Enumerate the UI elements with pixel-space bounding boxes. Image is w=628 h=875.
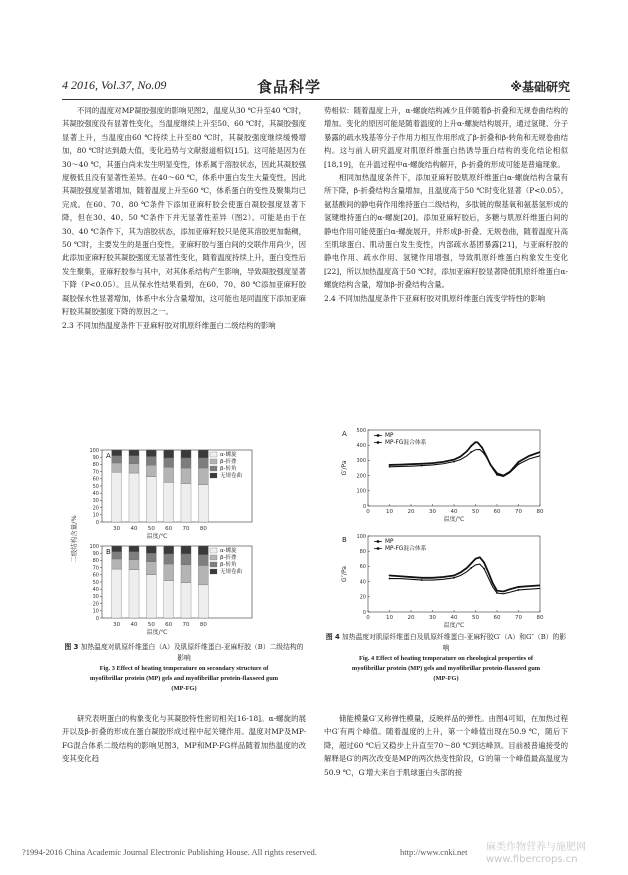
y-tick-label: 90 [92, 455, 99, 461]
data-point [453, 575, 455, 577]
x-tick-label: 40 [130, 526, 138, 532]
panel-label: B [342, 536, 347, 544]
bar-segment [112, 463, 122, 472]
y-tick-label: 0 [362, 609, 366, 616]
left-column-bottom [62, 712, 306, 766]
bar-segment [198, 546, 208, 555]
y-tick-label: 200 [356, 473, 366, 480]
x-tick-label: 60 [165, 526, 173, 532]
y-tick-label: 40 [92, 491, 99, 497]
right-column [324, 104, 568, 305]
journal-logo: 食品科学 [257, 78, 322, 96]
x-tick-label: 70 [182, 622, 190, 628]
issue-info: 4 2016, Vol.37, No.09 [62, 78, 167, 92]
legend-swatch [210, 569, 217, 574]
y-tick-label: 10 [92, 608, 99, 615]
bar-segment [112, 559, 122, 569]
panel-label: A [106, 452, 111, 460]
section-heading-2-4: 2.4 不同加热温度条件下亚麻籽胶对肌原纤维蛋白流变学特性的影响 [324, 293, 546, 303]
bar-segment [164, 450, 174, 458]
fig3-ylabel: 二级结构含量/% [70, 515, 78, 563]
y-tick-label: 0 [362, 503, 366, 510]
bar-segment [164, 546, 174, 554]
bar-segment [112, 552, 122, 559]
y-tick-label: 100 [356, 533, 366, 540]
y-tick-label: 90 [92, 551, 99, 557]
legend-label: MP [385, 539, 394, 545]
y-tick-label: 50 [92, 579, 99, 586]
bar-segment [112, 450, 122, 456]
section-label: ※基础研究 [510, 80, 570, 94]
panel-label: B [106, 548, 111, 556]
y-tick-label: 70 [92, 469, 99, 476]
bar-segment [146, 456, 156, 465]
bar-segment [146, 450, 156, 456]
page-header [62, 76, 570, 98]
bar-segment [181, 450, 191, 458]
bar-segment [181, 583, 191, 618]
bar-segment [146, 465, 156, 477]
legend-label: MP [385, 433, 394, 439]
data-point [518, 586, 520, 588]
fig4-label: 图 4 [325, 633, 340, 641]
bar-segment [164, 564, 174, 581]
legend-swatch [210, 452, 217, 457]
x-tick-label: 30 [429, 509, 436, 515]
x-tick-label: 50 [147, 526, 155, 532]
paragraph: 势相似：随着温度上升，α-螺旋结构减少且伴随着β-折叠和无规卷曲结构的增加。变化的原因可能是随着温度的上升α-螺旋结构展开，通过氢键、分子暴露的疏水残基等分子作用力相互作用形成了β-折叠和β-转角和无规卷曲结构。这与前人研究温度对肌原纤维蛋白热诱导蛋白结构的变化结论相似[18,19]，在升温过程中α-螺旋结构解开，β-折叠的形成可能是普遍现象。 [324, 106, 568, 169]
cnki-url[interactable]: http://www.cnki.net [400, 847, 468, 857]
legend-label: α-螺旋 [220, 548, 237, 554]
data-point [389, 466, 391, 468]
legend-label: β-折叠 [220, 459, 237, 465]
data-point [453, 461, 455, 463]
x-tick-label: 40 [130, 622, 138, 628]
bar-segment [181, 458, 191, 468]
x-tick-label: 80 [199, 622, 207, 628]
x-tick-label: 20 [407, 615, 415, 621]
bar-segment [164, 458, 174, 467]
x-tick-label: 80 [536, 509, 544, 515]
fig4-caption-en-3: (MP-FG) [433, 675, 459, 682]
x-tick-label: 70 [515, 615, 522, 621]
x-axis-label: 温度/℃ [443, 622, 465, 629]
bar-segment [129, 464, 139, 473]
data-point [483, 562, 485, 564]
data-point [518, 461, 520, 463]
x-tick-label: 50 [472, 615, 479, 621]
x-tick-label: 50 [147, 622, 155, 628]
paragraph: 不同的温度对MP凝胶强度的影响见图2，温度从30 ℃升至40 ℃时，其凝胶强度没有显著性变化，当温度继续上升至50、60 ℃时，其凝胶强度显著上升，当温度由60 ℃持续上升至80 ℃时，其凝胶强度继续缓慢增加，80 ℃时达到最大值，变化趋势与文献报道相似[15]。这可能是因为在30～40 ℃，其蛋白尚未发生明显变性，体系属于溶胶状态，因此其凝胶强度极低且没有显著性差异。在40～60 ℃，体系中蛋白发生大量变性，因此其凝胶强度显著增加，随着温度上升至60 ℃，体系蛋白的变性及聚集均已完成。在60、70、80 ℃条件下添加亚麻籽胶会使蛋白凝胶强度显著下降，但在30、40、50 ℃条件下并无显著性差异（图2）。可能是由于在30、40 ℃条件下，其为溶胶状态，添加亚麻籽胶只是使其溶胶更加黏稠，50 ℃时，主要发生的是蛋白变性，亚麻籽胶与蛋白间的交联作用尚少，因此添加亚麻籽胶其凝胶强度无显著性变化，随着温度持续上升，蛋白变性后发生聚集，亚麻籽胶参与其中，对其体系结构产生影响，导致凝胶强度显著下降（P<0.05）。且从保水性结果看到，在60、70、80 ℃添加亚麻籽胶凝胶保水性显著增加，体系中水分含量增加，这可能也是同温度下添加亚麻籽胶其凝胶强度下降的原因之一。 [62, 106, 306, 317]
series-line-mp [390, 442, 541, 475]
data-point [470, 567, 472, 569]
data-point [518, 589, 520, 591]
y-tick-label: 0 [95, 615, 99, 622]
data-point [518, 463, 520, 465]
data-point [470, 562, 472, 564]
fig4-caption-cn: 加热温度对肌原纤维蛋白及肌原纤维蛋白-亚麻籽胶G′（A）和G″（B）的影响 [341, 633, 567, 652]
y-tick-label: 40 [92, 587, 99, 593]
x-tick-label: 10 [386, 615, 393, 621]
legend-label: MP-FG混合体系 [385, 440, 427, 446]
y-tick-label: 20 [92, 505, 99, 512]
fig3-caption-en-2: myofibrillar protein (MP) gels and myofibrillar protein-flaxseed gum [89, 675, 279, 682]
x-tick-label: 60 [165, 622, 173, 628]
y-tick-label: 60 [92, 476, 99, 483]
x-tick-label: 80 [536, 615, 544, 621]
x-tick-label: 80 [199, 526, 207, 532]
legend-swatch [210, 555, 217, 560]
fig4-caption-en-2: myofibrillar protein (MP) gels and myofibrillar protein-flaxseed gum [351, 665, 541, 672]
bar-segment [112, 569, 122, 618]
y-tick-label: 30 [92, 498, 99, 505]
paragraph: 相同加热温度条件下，添加亚麻籽胶肌原纤维蛋白α-螺旋结构含量有所下降，β-折叠结构含量增加，且温度高于50 ℃时变化显著（P<0.05）。氨基酸间的静电荷作用维持蛋白二级结构，多肽链的羰基氧和氨基氢形成的氢键维持蛋白的α-螺旋[20]。添加亚麻籽胶后，多糖与肌原纤维蛋白间的静电作用可能使蛋白α-螺旋展开，并形成β-折叠、无规卷曲，随着温度升高至肌球蛋白、肌动蛋白发生变性，内部疏水基团暴露[21]，与亚麻籽胶的静电作用、疏水作用、氢键作用增强，导致肌原纤维蛋白构象发生变化[22]，所以加热温度高于50 ℃时，添加亚麻籽胶显著降低肌原纤维蛋白α-螺旋结构含量，增加β-折叠结构含量。 [324, 173, 568, 290]
data-point [389, 464, 391, 466]
y-tick-label: 60 [359, 564, 366, 571]
data-point [496, 592, 498, 594]
x-axis-label: 温度/℃ [443, 516, 465, 523]
bar-segment [198, 450, 208, 458]
bar-segment [129, 456, 139, 464]
legend-swatch [210, 562, 217, 567]
y-tick-label: 0 [95, 519, 99, 526]
bar-segment [164, 581, 174, 618]
bar-segment [129, 473, 139, 522]
bar-segment [146, 553, 156, 562]
right-column-bottom [324, 712, 568, 779]
figure-3-secondary-structure [62, 444, 306, 640]
data-point [389, 575, 391, 577]
y-tick-label: 100 [89, 447, 99, 454]
y-tick-label: 40 [359, 579, 366, 586]
legend-label: β-转角 [220, 466, 237, 472]
paragraph: 研究表明蛋白的构象变化与其凝胶特性密切相关[16-18]。α-螺旋的展开以及β-折叠的形成在蛋白凝胶形成过程中起关键作用。温度对MP及MP-FG混合体系二级结构的影响见图3，MP和MP-FG样品随着加热温度的改变其变化趋 [62, 714, 306, 764]
bar-segment [198, 458, 208, 468]
data-point [453, 577, 455, 579]
bar-segment [129, 546, 139, 552]
x-tick-label: 30 [113, 622, 121, 628]
fig3-caption-en-1: Fig. 3 Effect of heating temperature on secondary structure of [99, 665, 269, 672]
x-tick-label: 50 [472, 509, 479, 515]
fig3-label: 图 3 [64, 643, 79, 651]
data-point [470, 451, 472, 453]
bar-segment [112, 456, 122, 463]
y-tick-label: 20 [92, 601, 99, 608]
x-axis-label: 温度/℃ [146, 629, 168, 636]
x-tick-label: 70 [515, 509, 522, 515]
bar-segment [112, 546, 122, 552]
bar-segment [164, 467, 174, 482]
x-tick-label: 20 [407, 509, 415, 515]
y-tick-label: 30 [92, 594, 99, 601]
watermark-cn: 麻类作物营养与施肥网 [486, 842, 586, 853]
data-point [389, 578, 391, 580]
bar-segment [146, 575, 156, 618]
legend-label: β-折叠 [220, 555, 237, 561]
bar-segment [146, 546, 156, 553]
legend-label: α-螺旋 [220, 452, 237, 458]
y-axis-label: G″/Pa [341, 566, 348, 582]
data-point [453, 459, 455, 461]
fig3-caption-cn: 加热温度对肌原纤维蛋白（A）及肌原纤维蛋白-亚麻籽胶（B）二级结构的影响 [80, 643, 304, 662]
paragraph: 储能模量G′又称弹性模量，反映样品的弹性。由图4可知，在加热过程中G′有两个峰值。随着温度的上升，第一个峰值出现在50.9 ℃，随后下降，超过60 ℃后又稳步上升直至70～80 ℃到达峰顶。目前被普遍接受的解释是G′的两次改变是MP的两次热变性阶段，G′的第一个峰值最高温度为50.9 ℃，G′增大来自于肌球蛋白头部的接 [324, 714, 568, 777]
legend-label: MP-FG混合体系 [385, 546, 427, 552]
fig3-caption-en-3: (MP-FG) [171, 685, 197, 692]
bar-segment [181, 554, 191, 565]
x-tick-label: 70 [182, 526, 190, 532]
bar-segment [129, 450, 139, 456]
bar-segment [146, 477, 156, 522]
y-tick-label: 80 [92, 462, 99, 469]
legend-label: 无规卷曲 [220, 473, 243, 479]
legend-label: β-转角 [220, 562, 237, 568]
bar-segment [129, 560, 139, 570]
y-tick-label: 100 [89, 543, 99, 550]
x-tick-label: 0 [366, 509, 370, 515]
data-point [470, 445, 472, 447]
x-tick-label: 30 [113, 526, 121, 532]
x-tick-label: 0 [366, 615, 370, 621]
bar-segment [129, 570, 139, 618]
data-point [421, 463, 423, 465]
x-tick-label: 60 [493, 509, 501, 515]
y-tick-label: 500 [356, 427, 366, 434]
bar-segment [164, 554, 174, 564]
figure-3-caption [62, 642, 306, 694]
y-tick-label: 50 [92, 483, 99, 490]
legend-swatch [210, 466, 217, 471]
x-axis-label: 温度/℃ [146, 533, 168, 540]
bar-segment [198, 485, 208, 522]
figure-4-caption [324, 632, 568, 684]
x-tick-label: 60 [493, 615, 501, 621]
bar-segment [198, 585, 208, 618]
bar-segment [181, 565, 191, 583]
header-rule [62, 99, 570, 100]
y-tick-label: 400 [356, 443, 366, 449]
y-tick-label: 80 [92, 558, 99, 565]
bar-segment [129, 552, 139, 560]
legend-swatch [210, 548, 217, 553]
data-point [421, 579, 423, 581]
bar-segment [198, 565, 208, 584]
x-tick-label: 40 [450, 615, 458, 621]
series-line-mp [390, 557, 541, 591]
watermark-url: www.fibercrops.cn [486, 854, 578, 865]
bar-segment [181, 468, 191, 484]
y-tick-label: 60 [92, 572, 99, 579]
figure-4-rheology [338, 424, 548, 632]
section-heading-2-3: 2.3 不同加热温度条件下亚麻籽胶对肌原纤维蛋白二级结构的影响 [62, 320, 276, 330]
fig4-caption-en-1: Fig. 4 Effect of heating temperature on rheological properties of [358, 655, 534, 662]
bar-segment [112, 472, 122, 522]
x-tick-label: 40 [450, 509, 458, 515]
data-point [421, 465, 423, 467]
legend-swatch [210, 459, 217, 464]
bar-segment [198, 555, 208, 566]
copyright-footer: ?1994-2016 China Academic Journal Electronic Publishing House. All rights reserved. [22, 847, 317, 857]
panel-label: A [342, 430, 347, 438]
x-tick-label: 10 [386, 509, 393, 515]
data-point [421, 577, 423, 579]
data-point [483, 453, 485, 455]
y-tick-label: 300 [356, 458, 366, 465]
bar-segment [181, 484, 191, 522]
data-point [483, 568, 485, 570]
bar-segment [146, 562, 156, 575]
y-tick-label: 70 [92, 565, 99, 572]
x-tick-label: 30 [429, 615, 436, 621]
data-point [496, 474, 498, 476]
watermark [486, 842, 586, 866]
y-axis-label: G′/Pa [341, 460, 348, 476]
bar-segment [198, 468, 208, 485]
left-column [62, 104, 306, 332]
legend-swatch [210, 473, 217, 478]
data-point [481, 447, 483, 449]
legend-label: 无规卷曲 [220, 569, 243, 575]
y-tick-label: 80 [359, 549, 366, 555]
bar-segment [181, 546, 191, 554]
y-tick-label: 100 [356, 488, 366, 495]
bar-segment [164, 482, 174, 522]
y-tick-label: 10 [92, 512, 99, 519]
y-tick-label: 20 [359, 594, 366, 601]
